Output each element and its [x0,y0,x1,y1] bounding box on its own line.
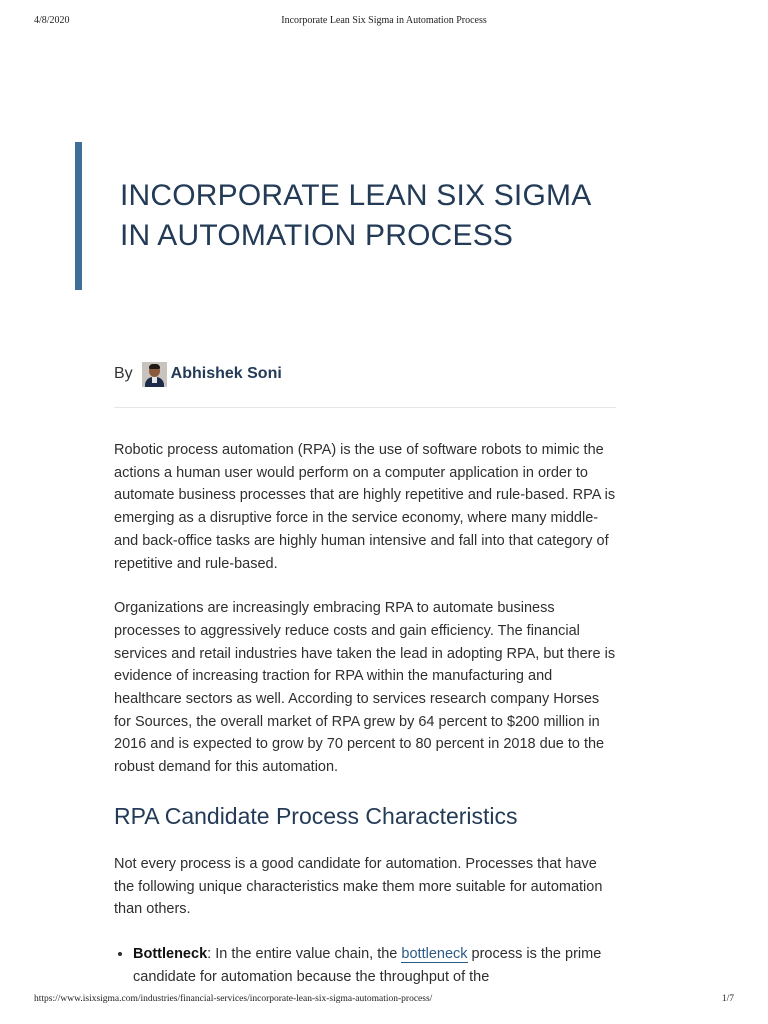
bottleneck-link[interactable]: bottleneck [401,945,468,962]
byline [114,360,282,388]
bullet-text-after-link: process is the prime candidate for automation because the throughput of the [133,945,602,985]
paragraph-rpa-adoption: Organizations are increasingly embracing RPA to automate business processes to aggressively reduce costs and gain efficiency. The financial services and retail industries have taken the lead in adopting RPA, but there is evidence of increasing traction for RPA within the manufacturing and healthcare sectors as well. According to services research company Horses for Sources, the overall market of RPA grew by 64 percent to $200 million in 2016 and is expected to grow by 70 percent to 80 percent in 2018 due to the robust demand for this automation. [114,600,616,776]
list-item [133,943,619,988]
print-date: 4/8/2020 [34,15,70,26]
characteristics-list [114,943,619,988]
bullet-term: Bottleneck [133,945,208,962]
page-title-line-1: INCORPORATE LEAN SIX SIGMA [120,179,592,212]
print-footer [0,994,768,1010]
title-accent-bar [75,142,82,290]
print-page-number: 1/7 [721,994,734,1004]
print-page-title: Incorporate Lean Six Sigma in Automation Process [281,15,487,26]
paragraph-rpa-definition: Robotic process automation (RPA) is the use of software robots to mimic the actions a human user would perform on a computer application in order to automate business processes that are highly repetitive and rule-based. RPA is emerging as a disruptive force in the service economy, where many middle- and back-office tasks are highly human intensive and fall into that category of repetitive and rule-based. [114,442,616,572]
print-url: https://www.isixsigma.com/industries/financial-services/incorporate-lean-six-sigma-automation-process/ [34,994,433,1004]
bullet-text-before-link: : In the entire value chain, the [207,945,402,962]
page-title-line-2: IN AUTOMATION PROCESS [120,219,514,252]
avatar-hair [149,364,160,369]
page-title [120,176,630,256]
avatar-collar [152,377,157,383]
print-header [0,15,768,33]
section-heading: RPA Candidate Process Characteristics [114,802,518,829]
article-body [114,439,619,988]
author-avatar[interactable] [142,362,167,387]
author-link[interactable]: Abhishek Soni [170,365,282,382]
title-block [75,142,635,290]
byline-divider [114,407,616,408]
section-intro: Not every process is a good candidate for automation. Processes that have the following unique characteristics make them more suitable for automation than others. [114,855,603,918]
byline-prefix: By [114,365,133,382]
